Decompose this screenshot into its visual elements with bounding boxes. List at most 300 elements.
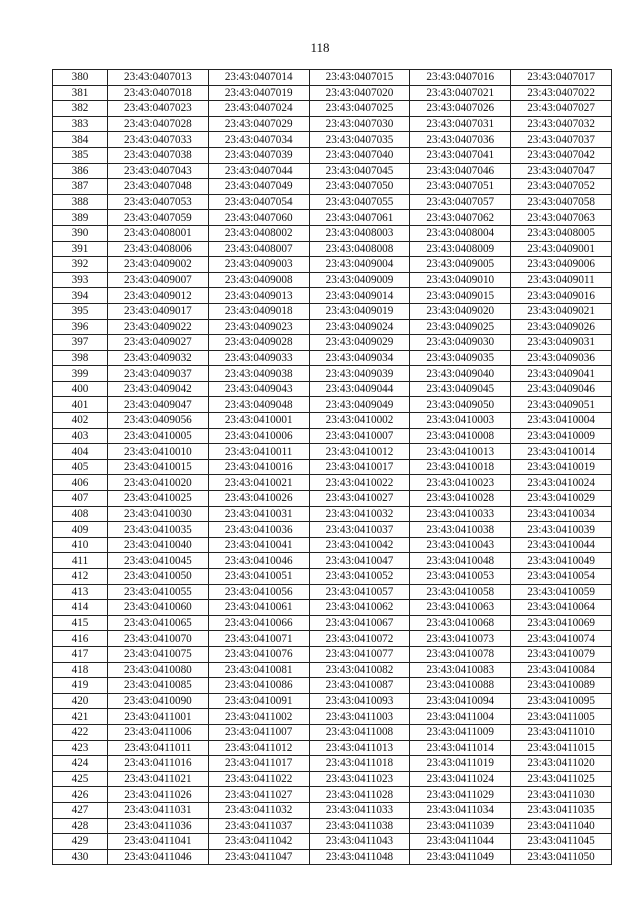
- cadastral-number-cell: 23:43:0407025: [309, 101, 410, 117]
- cadastral-number-cell: 23:43:0410013: [410, 444, 511, 460]
- row-number-cell: 423: [53, 740, 108, 756]
- cadastral-number-cell: 23:43:0410087: [309, 678, 410, 694]
- cadastral-number-cell: 23:43:0410061: [208, 600, 309, 616]
- table-row: [53, 537, 612, 553]
- row-number-cell: 388: [53, 194, 108, 210]
- cadastral-number-cell: 23:43:0407039: [208, 147, 309, 163]
- cadastral-number-cell: 23:43:0409026: [511, 319, 612, 335]
- cadastral-number-cell: 23:43:0411050: [511, 849, 612, 865]
- cadastral-number-cell: 23:43:0410024: [511, 475, 612, 491]
- cadastral-number-cell: 23:43:0410093: [309, 693, 410, 709]
- cadastral-number-cell: 23:43:0409021: [511, 303, 612, 319]
- cadastral-number-cell: 23:43:0410021: [208, 475, 309, 491]
- table-row: [53, 475, 612, 491]
- cadastral-number-cell: 23:43:0409008: [208, 272, 309, 288]
- row-number-cell: 391: [53, 241, 108, 257]
- cadastral-number-cell: 23:43:0411036: [108, 818, 209, 834]
- cadastral-number-cell: 23:43:0410022: [309, 475, 410, 491]
- cadastral-number-cell: 23:43:0409009: [309, 272, 410, 288]
- cadastral-number-cell: 23:43:0411002: [208, 709, 309, 725]
- cadastral-number-cell: 23:43:0410076: [208, 646, 309, 662]
- cadastral-number-cell: 23:43:0410040: [108, 537, 209, 553]
- cadastral-number-cell: 23:43:0410064: [511, 600, 612, 616]
- table-row: [53, 194, 612, 210]
- row-number-cell: 410: [53, 537, 108, 553]
- row-number-cell: 386: [53, 163, 108, 179]
- row-number-cell: 393: [53, 272, 108, 288]
- cadastral-number-cell: 23:43:0411033: [309, 802, 410, 818]
- cadastral-number-cell: 23:43:0410023: [410, 475, 511, 491]
- cadastral-number-cell: 23:43:0410008: [410, 428, 511, 444]
- cadastral-number-cell: 23:43:0408009: [410, 241, 511, 257]
- row-number-cell: 406: [53, 475, 108, 491]
- cadastral-number-table: [52, 69, 612, 865]
- cadastral-number-cell: 23:43:0407058: [511, 194, 612, 210]
- cadastral-number-cell: 23:43:0409028: [208, 335, 309, 351]
- cadastral-number-cell: 23:43:0407032: [511, 116, 612, 132]
- cadastral-number-cell: 23:43:0407051: [410, 179, 511, 195]
- table-row: [53, 70, 612, 86]
- table-row: [53, 85, 612, 101]
- row-number-cell: 380: [53, 70, 108, 86]
- cadastral-number-cell: 23:43:0409035: [410, 350, 511, 366]
- cadastral-number-cell: 23:43:0411007: [208, 724, 309, 740]
- table-row: [53, 818, 612, 834]
- cadastral-number-cell: 23:43:0407057: [410, 194, 511, 210]
- cadastral-number-cell: 23:43:0409051: [511, 397, 612, 413]
- row-number-cell: 387: [53, 179, 108, 195]
- table-row: [53, 787, 612, 803]
- cadastral-number-cell: 23:43:0411026: [108, 787, 209, 803]
- cadastral-number-cell: 23:43:0410005: [108, 428, 209, 444]
- cadastral-number-cell: 23:43:0411001: [108, 709, 209, 725]
- cadastral-number-cell: 23:43:0410032: [309, 506, 410, 522]
- table-row: [53, 397, 612, 413]
- cadastral-number-cell: 23:43:0411042: [208, 834, 309, 850]
- cadastral-number-cell: 23:43:0410017: [309, 459, 410, 475]
- cadastral-number-cell: 23:43:0409020: [410, 303, 511, 319]
- cadastral-number-cell: 23:43:0411010: [511, 724, 612, 740]
- cadastral-number-cell: 23:43:0410039: [511, 522, 612, 538]
- cadastral-number-cell: 23:43:0411041: [108, 834, 209, 850]
- table-row: [53, 802, 612, 818]
- cadastral-number-cell: 23:43:0407023: [108, 101, 209, 117]
- row-number-cell: 381: [53, 85, 108, 101]
- cadastral-number-cell: 23:43:0411019: [410, 756, 511, 772]
- cadastral-number-cell: 23:43:0410086: [208, 678, 309, 694]
- cadastral-number-cell: 23:43:0407045: [309, 163, 410, 179]
- cadastral-number-cell: 23:43:0410048: [410, 553, 511, 569]
- cadastral-number-cell: 23:43:0411037: [208, 818, 309, 834]
- table-row: [53, 163, 612, 179]
- cadastral-number-cell: 23:43:0410090: [108, 693, 209, 709]
- cadastral-number-cell: 23:43:0407015: [309, 70, 410, 86]
- cadastral-number-cell: 23:43:0410036: [208, 522, 309, 538]
- cadastral-number-cell: 23:43:0409046: [511, 381, 612, 397]
- row-number-cell: 412: [53, 569, 108, 585]
- row-number-cell: 416: [53, 631, 108, 647]
- cadastral-number-cell: 23:43:0407052: [511, 179, 612, 195]
- cadastral-number-cell: 23:43:0410084: [511, 662, 612, 678]
- row-number-cell: 394: [53, 288, 108, 304]
- row-number-cell: 408: [53, 506, 108, 522]
- cadastral-number-cell: 23:43:0410073: [410, 631, 511, 647]
- cadastral-number-cell: 23:43:0409038: [208, 366, 309, 382]
- cadastral-number-cell: 23:43:0411006: [108, 724, 209, 740]
- table-row: [53, 693, 612, 709]
- cadastral-number-cell: 23:43:0409037: [108, 366, 209, 382]
- cadastral-number-cell: 23:43:0409002: [108, 257, 209, 273]
- cadastral-number-cell: 23:43:0411045: [511, 834, 612, 850]
- cadastral-number-cell: 23:43:0410006: [208, 428, 309, 444]
- cadastral-number-cell: 23:43:0407030: [309, 116, 410, 132]
- cadastral-number-cell: 23:43:0410044: [511, 537, 612, 553]
- cadastral-number-cell: 23:43:0411027: [208, 787, 309, 803]
- cadastral-number-cell: 23:43:0407018: [108, 85, 209, 101]
- cadastral-number-cell: 23:43:0409043: [208, 381, 309, 397]
- cadastral-number-cell: 23:43:0410051: [208, 569, 309, 585]
- table-row: [53, 756, 612, 772]
- table-row: [53, 381, 612, 397]
- row-number-cell: 390: [53, 225, 108, 241]
- cadastral-number-cell: 23:43:0411003: [309, 709, 410, 725]
- cadastral-number-cell: 23:43:0410011: [208, 444, 309, 460]
- cadastral-number-cell: 23:43:0407027: [511, 101, 612, 117]
- cadastral-number-cell: 23:43:0409034: [309, 350, 410, 366]
- row-number-cell: 395: [53, 303, 108, 319]
- cadastral-number-cell: 23:43:0411038: [309, 818, 410, 834]
- cadastral-number-cell: 23:43:0409031: [511, 335, 612, 351]
- table-row: [53, 834, 612, 850]
- cadastral-number-cell: 23:43:0407040: [309, 147, 410, 163]
- cadastral-number-cell: 23:43:0407021: [410, 85, 511, 101]
- row-number-cell: 414: [53, 600, 108, 616]
- table-row: [53, 413, 612, 429]
- cadastral-number-cell: 23:43:0407048: [108, 179, 209, 195]
- cadastral-number-cell: 23:43:0410047: [309, 553, 410, 569]
- cadastral-number-cell: 23:43:0409030: [410, 335, 511, 351]
- cadastral-number-cell: 23:43:0410007: [309, 428, 410, 444]
- table-row: [53, 444, 612, 460]
- cadastral-number-cell: 23:43:0409041: [511, 366, 612, 382]
- cadastral-number-cell: 23:43:0408002: [208, 225, 309, 241]
- cadastral-number-cell: 23:43:0411012: [208, 740, 309, 756]
- cadastral-number-cell: 23:43:0410067: [309, 615, 410, 631]
- cadastral-number-cell: 23:43:0407047: [511, 163, 612, 179]
- cadastral-number-cell: 23:43:0409032: [108, 350, 209, 366]
- cadastral-number-cell: 23:43:0410066: [208, 615, 309, 631]
- table-row: [53, 335, 612, 351]
- cadastral-number-cell: 23:43:0407061: [309, 210, 410, 226]
- cadastral-number-cell: 23:43:0407046: [410, 163, 511, 179]
- cadastral-number-cell: 23:43:0410085: [108, 678, 209, 694]
- table-row: [53, 132, 612, 148]
- cadastral-number-cell: 23:43:0407029: [208, 116, 309, 132]
- cadastral-number-cell: 23:43:0410059: [511, 584, 612, 600]
- cadastral-number-cell: 23:43:0409012: [108, 288, 209, 304]
- cadastral-number-cell: 23:43:0410088: [410, 678, 511, 694]
- cadastral-number-cell: 23:43:0407054: [208, 194, 309, 210]
- table-row: [53, 600, 612, 616]
- table-row: [53, 553, 612, 569]
- cadastral-number-cell: 23:43:0411018: [309, 756, 410, 772]
- cadastral-number-cell: 23:43:0410063: [410, 600, 511, 616]
- cadastral-number-cell: 23:43:0409047: [108, 397, 209, 413]
- row-number-cell: 397: [53, 335, 108, 351]
- cadastral-number-cell: 23:43:0411039: [410, 818, 511, 834]
- row-number-cell: 429: [53, 834, 108, 850]
- cadastral-number-cell: 23:43:0410091: [208, 693, 309, 709]
- table-row: [53, 771, 612, 787]
- cadastral-number-cell: 23:43:0410019: [511, 459, 612, 475]
- row-number-cell: 402: [53, 413, 108, 429]
- cadastral-number-cell: 23:43:0407042: [511, 147, 612, 163]
- table-row: [53, 678, 612, 694]
- cadastral-number-cell: 23:43:0410082: [309, 662, 410, 678]
- cadastral-number-cell: 23:43:0411011: [108, 740, 209, 756]
- table-row: [53, 646, 612, 662]
- cadastral-number-cell: 23:43:0408001: [108, 225, 209, 241]
- cadastral-number-cell: 23:43:0411048: [309, 849, 410, 865]
- cadastral-number-cell: 23:43:0410054: [511, 569, 612, 585]
- cadastral-number-cell: 23:43:0410016: [208, 459, 309, 475]
- row-number-cell: 424: [53, 756, 108, 772]
- cadastral-number-cell: 23:43:0408007: [208, 241, 309, 257]
- cadastral-number-cell: 23:43:0410065: [108, 615, 209, 631]
- table-row: [53, 740, 612, 756]
- cadastral-number-cell: 23:43:0409013: [208, 288, 309, 304]
- cadastral-number-cell: 23:43:0410028: [410, 491, 511, 507]
- row-number-cell: 430: [53, 849, 108, 865]
- cadastral-number-cell: 23:43:0410027: [309, 491, 410, 507]
- cadastral-number-cell: 23:43:0407050: [309, 179, 410, 195]
- cadastral-number-cell: 23:43:0410072: [309, 631, 410, 647]
- cadastral-number-cell: 23:43:0407041: [410, 147, 511, 163]
- table-row: [53, 288, 612, 304]
- table-row: [53, 724, 612, 740]
- cadastral-number-cell: 23:43:0411013: [309, 740, 410, 756]
- cadastral-number-cell: 23:43:0408008: [309, 241, 410, 257]
- cadastral-number-cell: 23:43:0409006: [511, 257, 612, 273]
- cadastral-number-cell: 23:43:0410060: [108, 600, 209, 616]
- cadastral-number-cell: 23:43:0411014: [410, 740, 511, 756]
- cadastral-number-cell: 23:43:0409003: [208, 257, 309, 273]
- cadastral-number-cell: 23:43:0408004: [410, 225, 511, 241]
- cadastral-number-cell: 23:43:0410020: [108, 475, 209, 491]
- cadastral-number-cell: 23:43:0409025: [410, 319, 511, 335]
- table-row: [53, 116, 612, 132]
- cadastral-number-cell: 23:43:0407062: [410, 210, 511, 226]
- cadastral-number-cell: 23:43:0410094: [410, 693, 511, 709]
- row-number-cell: 428: [53, 818, 108, 834]
- cadastral-number-cell: 23:43:0407026: [410, 101, 511, 117]
- table-row: [53, 210, 612, 226]
- cadastral-number-cell: 23:43:0410014: [511, 444, 612, 460]
- row-number-cell: 385: [53, 147, 108, 163]
- cadastral-number-cell: 23:43:0409022: [108, 319, 209, 335]
- cadastral-number-cell: 23:43:0410080: [108, 662, 209, 678]
- row-number-cell: 384: [53, 132, 108, 148]
- table-row: [53, 241, 612, 257]
- table-row: [53, 631, 612, 647]
- cadastral-number-cell: 23:43:0407055: [309, 194, 410, 210]
- cadastral-number-cell: 23:43:0410031: [208, 506, 309, 522]
- cadastral-number-cell: 23:43:0410074: [511, 631, 612, 647]
- cadastral-number-cell: 23:43:0411020: [511, 756, 612, 772]
- cadastral-number-cell: 23:43:0409001: [511, 241, 612, 257]
- table-row: [53, 584, 612, 600]
- cadastral-number-cell: 23:43:0410041: [208, 537, 309, 553]
- row-number-cell: 405: [53, 459, 108, 475]
- cadastral-number-cell: 23:43:0410050: [108, 569, 209, 585]
- table-row: [53, 147, 612, 163]
- cadastral-number-cell: 23:43:0410003: [410, 413, 511, 429]
- row-number-cell: 419: [53, 678, 108, 694]
- row-number-cell: 382: [53, 101, 108, 117]
- row-number-cell: 404: [53, 444, 108, 460]
- cadastral-number-cell: 23:43:0409017: [108, 303, 209, 319]
- cadastral-number-cell: 23:43:0411022: [208, 771, 309, 787]
- cadastral-number-cell: 23:43:0409042: [108, 381, 209, 397]
- cadastral-number-cell: 23:43:0410049: [511, 553, 612, 569]
- cadastral-number-cell: 23:43:0411028: [309, 787, 410, 803]
- row-number-cell: 401: [53, 397, 108, 413]
- cadastral-number-cell: 23:43:0409018: [208, 303, 309, 319]
- cadastral-number-cell: 23:43:0410030: [108, 506, 209, 522]
- table-row: [53, 319, 612, 335]
- cadastral-number-cell: 23:43:0408005: [511, 225, 612, 241]
- table-row: [53, 491, 612, 507]
- cadastral-number-cell: 23:43:0408006: [108, 241, 209, 257]
- cadastral-number-cell: 23:43:0407059: [108, 210, 209, 226]
- cadastral-number-cell: 23:43:0407053: [108, 194, 209, 210]
- row-number-cell: 413: [53, 584, 108, 600]
- cadastral-number-cell: 23:43:0409010: [410, 272, 511, 288]
- cadastral-number-cell: 23:43:0409023: [208, 319, 309, 335]
- cadastral-number-cell: 23:43:0411025: [511, 771, 612, 787]
- cadastral-number-cell: 23:43:0407035: [309, 132, 410, 148]
- cadastral-number-cell: 23:43:0410077: [309, 646, 410, 662]
- row-number-cell: 392: [53, 257, 108, 273]
- cadastral-number-cell: 23:43:0407031: [410, 116, 511, 132]
- cadastral-number-cell: 23:43:0411035: [511, 802, 612, 818]
- cadastral-number-cell: 23:43:0410001: [208, 413, 309, 429]
- table-row: [53, 272, 612, 288]
- cadastral-number-cell: 23:43:0408003: [309, 225, 410, 241]
- cadastral-number-cell: 23:43:0410058: [410, 584, 511, 600]
- cadastral-number-cell: 23:43:0411008: [309, 724, 410, 740]
- table-row: [53, 459, 612, 475]
- cadastral-number-cell: 23:43:0407063: [511, 210, 612, 226]
- row-number-cell: 418: [53, 662, 108, 678]
- table-row: [53, 506, 612, 522]
- cadastral-number-cell: 23:43:0410045: [108, 553, 209, 569]
- cadastral-number-cell: 23:43:0410034: [511, 506, 612, 522]
- cadastral-number-cell: 23:43:0410078: [410, 646, 511, 662]
- cadastral-number-cell: 23:43:0410053: [410, 569, 511, 585]
- cadastral-number-cell: 23:43:0409036: [511, 350, 612, 366]
- cadastral-number-cell: 23:43:0409039: [309, 366, 410, 382]
- cadastral-number-cell: 23:43:0411049: [410, 849, 511, 865]
- cadastral-number-cell: 23:43:0407044: [208, 163, 309, 179]
- cadastral-number-cell: 23:43:0410002: [309, 413, 410, 429]
- table-row: [53, 522, 612, 538]
- cadastral-number-cell: 23:43:0409044: [309, 381, 410, 397]
- row-number-cell: 426: [53, 787, 108, 803]
- cadastral-number-cell: 23:43:0409045: [410, 381, 511, 397]
- cadastral-number-cell: 23:43:0410068: [410, 615, 511, 631]
- cadastral-number-cell: 23:43:0409014: [309, 288, 410, 304]
- cadastral-number-cell: 23:43:0411023: [309, 771, 410, 787]
- row-number-cell: 421: [53, 709, 108, 725]
- cadastral-number-cell: 23:43:0407019: [208, 85, 309, 101]
- table-row: [53, 709, 612, 725]
- cadastral-number-cell: 23:43:0409005: [410, 257, 511, 273]
- row-number-cell: 422: [53, 724, 108, 740]
- cadastral-number-cell: 23:43:0411017: [208, 756, 309, 772]
- cadastral-number-cell: 23:43:0407024: [208, 101, 309, 117]
- cadastral-number-cell: 23:43:0410004: [511, 413, 612, 429]
- cadastral-number-cell: 23:43:0411005: [511, 709, 612, 725]
- cadastral-number-cell: 23:43:0410035: [108, 522, 209, 538]
- cadastral-number-cell: 23:43:0407014: [208, 70, 309, 86]
- cadastral-number-cell: 23:43:0407034: [208, 132, 309, 148]
- cadastral-number-cell: 23:43:0407049: [208, 179, 309, 195]
- cadastral-number-cell: 23:43:0410056: [208, 584, 309, 600]
- cadastral-number-cell: 23:43:0410062: [309, 600, 410, 616]
- row-number-cell: 389: [53, 210, 108, 226]
- cadastral-number-cell: 23:43:0407060: [208, 210, 309, 226]
- cadastral-number-cell: 23:43:0410009: [511, 428, 612, 444]
- cadastral-number-cell: 23:43:0409007: [108, 272, 209, 288]
- cadastral-number-cell: 23:43:0410015: [108, 459, 209, 475]
- cadastral-number-cell: 23:43:0409050: [410, 397, 511, 413]
- table-row: [53, 225, 612, 241]
- row-number-cell: 425: [53, 771, 108, 787]
- row-number-cell: 403: [53, 428, 108, 444]
- table-body: [53, 70, 612, 865]
- row-number-cell: 383: [53, 116, 108, 132]
- cadastral-number-cell: 23:43:0410089: [511, 678, 612, 694]
- cadastral-number-cell: 23:43:0407022: [511, 85, 612, 101]
- table-row: [53, 428, 612, 444]
- cadastral-number-cell: 23:43:0410043: [410, 537, 511, 553]
- cadastral-number-cell: 23:43:0409056: [108, 413, 209, 429]
- cadastral-number-cell: 23:43:0410069: [511, 615, 612, 631]
- cadastral-number-cell: 23:43:0411004: [410, 709, 511, 725]
- cadastral-number-cell: 23:43:0410075: [108, 646, 209, 662]
- cadastral-number-cell: 23:43:0410055: [108, 584, 209, 600]
- cadastral-number-cell: 23:43:0411043: [309, 834, 410, 850]
- cadastral-number-cell: 23:43:0410057: [309, 584, 410, 600]
- cadastral-number-cell: 23:43:0411040: [511, 818, 612, 834]
- cadastral-number-cell: 23:43:0411009: [410, 724, 511, 740]
- row-number-cell: 411: [53, 553, 108, 569]
- table-row: [53, 615, 612, 631]
- cadastral-number-cell: 23:43:0409048: [208, 397, 309, 413]
- cadastral-number-cell: 23:43:0407020: [309, 85, 410, 101]
- cadastral-number-cell: 23:43:0411029: [410, 787, 511, 803]
- cadastral-number-cell: 23:43:0410018: [410, 459, 511, 475]
- cadastral-number-cell: 23:43:0411024: [410, 771, 511, 787]
- cadastral-number-cell: 23:43:0410052: [309, 569, 410, 585]
- cadastral-number-cell: 23:43:0411044: [410, 834, 511, 850]
- row-number-cell: 398: [53, 350, 108, 366]
- cadastral-number-cell: 23:43:0409029: [309, 335, 410, 351]
- cadastral-number-cell: 23:43:0407016: [410, 70, 511, 86]
- cadastral-number-cell: 23:43:0411016: [108, 756, 209, 772]
- cadastral-number-cell: 23:43:0410038: [410, 522, 511, 538]
